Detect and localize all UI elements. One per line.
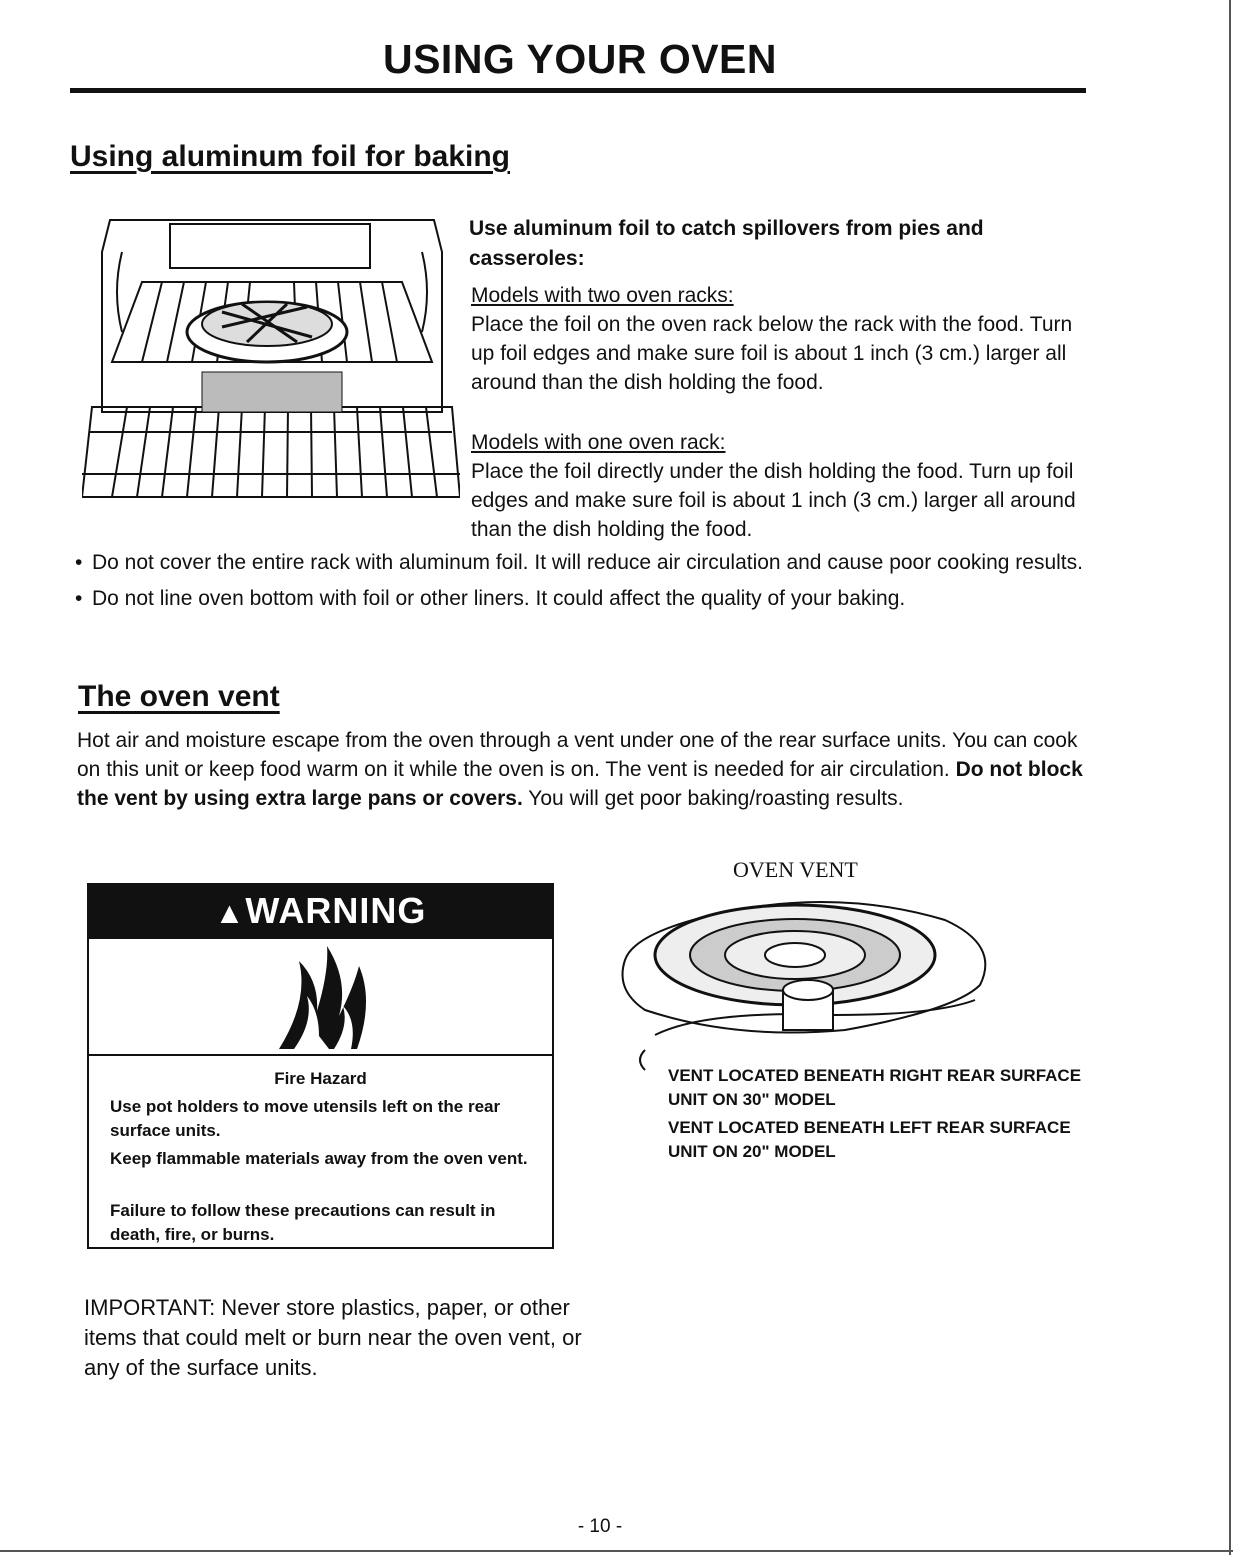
one-rack-text: Place the foil directly under the dish holding the food. Turn up foil edges and make sure foil is about 1 inch (3 cm.) larger all around than the dish holding the food. (471, 460, 1076, 541)
oven-vent-illustration (615, 890, 995, 1090)
bullet-icon: • (75, 551, 83, 574)
vent-section-heading: The oven vent (78, 680, 280, 713)
two-racks-subhead: Models with two oven racks: (471, 284, 734, 307)
foil-bullet-list (75, 548, 1085, 620)
warning-divider (89, 1054, 552, 1056)
warning-line: Use pot holders to move utensils left on the rear surface units. (110, 1097, 501, 1140)
fire-hazard-label: Fire Hazard (274, 1069, 367, 1088)
foil-section-heading: Using aluminum foil for baking (70, 140, 511, 173)
warning-banner-label: WARNING (245, 890, 427, 931)
two-racks-instructions (471, 281, 1081, 397)
vent-note-20: VENT LOCATED BENEATH LEFT REAR SURFACE UNIT ON 20" MODEL (668, 1118, 1071, 1161)
one-rack-instructions (471, 428, 1081, 544)
vent-note-30: VENT LOCATED BENEATH RIGHT REAR SURFACE UNIT ON 30" MODEL (668, 1066, 1082, 1109)
foil-intro: Use aluminum foil to catch spillovers from pies and casseroles: (469, 217, 984, 270)
vent-para-bold: Do not block the vent by using extra large pans or covers. (77, 758, 1083, 810)
list-item (75, 584, 1085, 613)
scan-right-edge (1229, 0, 1231, 1555)
page-title: USING YOUR OVEN (382, 36, 778, 82)
vent-paragraph (77, 726, 1097, 813)
warning-banner (87, 883, 554, 939)
bullet-text: Do not cover the entire rack with aluminum foil. It will reduce air circulation and cause poor cooking results. (92, 551, 1083, 574)
title-rule (70, 88, 1086, 93)
list-item (75, 548, 1085, 577)
bullet-icon: • (75, 587, 83, 610)
one-rack-subhead: Models with one oven rack: (471, 431, 726, 454)
vent-para-start: Hot air and moisture escape from the oven through a vent under one of the rear surface units. You can cook on this unit or keep food warm on it while the oven is on. The vent is needed for air circulation. (77, 729, 1078, 781)
warning-line: Keep flammable materials away from the oven vent. (110, 1149, 528, 1168)
page-number: - 10 - (577, 1516, 623, 1537)
warning-triangle-icon: ▲ (214, 897, 246, 930)
vent-para-end: You will get poor baking/roasting results. (528, 787, 904, 810)
important-note: IMPORTANT: Never store plastics, paper, or other items that could melt or burn near the oven vent, or any of the surface units. (84, 1295, 582, 1380)
fire-flame-icon (239, 941, 409, 1051)
warning-box (87, 883, 554, 1249)
warning-line: Failure to follow these precautions can result in death, fire, or burns. (110, 1201, 496, 1244)
scan-bottom-edge (0, 1550, 1233, 1552)
oven-vent-caption: OVEN VENT (733, 857, 858, 882)
oven-rack-pie-illustration (82, 212, 460, 510)
two-racks-text: Place the foil on the oven rack below the rack with the food. Turn up foil edges and make sure foil is about 1 inch (3 cm.) larger all around than the dish holding the food. (471, 313, 1073, 394)
vent-location-note (668, 1064, 1088, 1168)
bullet-text: Do not line oven bottom with foil or other liners. It could affect the quality of your baking. (92, 587, 906, 610)
